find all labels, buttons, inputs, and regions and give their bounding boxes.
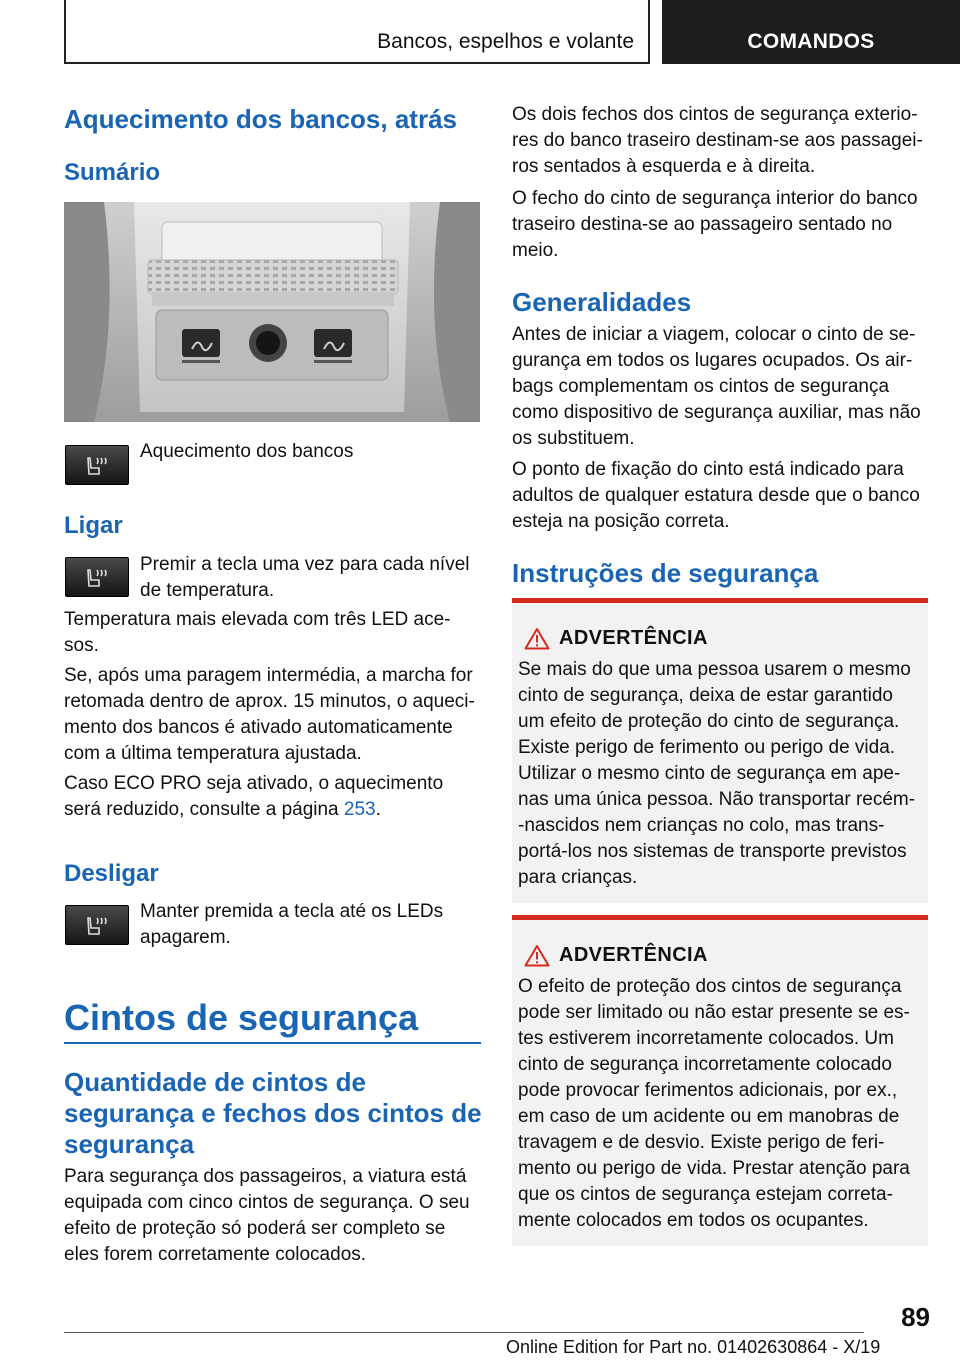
text-span: será reduzido, consulte a página (64, 799, 344, 820)
text-line: O ponto de fixação do cinto está indicado para (512, 459, 904, 480)
text-line: res do banco traseiro destinam-se aos passagei- (512, 130, 923, 151)
text-line: Antes de iniciar a viagem, colocar o cinto de se- (512, 324, 916, 345)
footer-rule (64, 1332, 864, 1333)
warning-text-2 (518, 974, 910, 1234)
text-line: retomada dentro de aprox. 15 minutos, o aqueci- (64, 691, 475, 712)
warning-box-1 (512, 598, 928, 903)
text-line: adultos de qualquer estatura desde que o banco (512, 485, 920, 506)
buckles-outer-paragraph (512, 102, 923, 180)
text-line: Temperatura mais elevada com três LED ace- (64, 609, 451, 630)
page-number: 89 (901, 1302, 930, 1332)
text-line: um efeito de proteção do cinto de segurança. (518, 711, 900, 732)
warning-triangle-icon (524, 627, 550, 650)
on-paragraph-3 (64, 771, 443, 823)
on-heading: Ligar (64, 512, 123, 539)
text-line: Utilizar o mesmo cinto de segurança em ape- (518, 763, 901, 784)
text-line: pode ser limitado ou não estar presente se es- (518, 1002, 910, 1023)
text-line: tes estiverem incorretamente colocados. Um (518, 1028, 894, 1049)
general-paragraph-2 (512, 457, 920, 535)
text-line: nas uma única pessoa. Não transportar recém- (518, 789, 916, 810)
summary-heading: Sumário (64, 159, 161, 186)
text-line: Manter premida a tecla até os LEDs (140, 901, 444, 922)
text-line: Para segurança dos passageiros, a viatura está (64, 1166, 467, 1187)
text-line: Caso ECO PRO seja ativado, o aquecimento (64, 773, 444, 794)
text-line: os substituem. (512, 428, 635, 449)
text-line: bags complementam os cintos de segurança (512, 376, 890, 397)
text-line: mente colocados em todos os ocupantes. (518, 1210, 869, 1231)
text-line: Premir a tecla uma vez para cada nível (140, 554, 470, 575)
belt-quantity-heading (64, 1067, 482, 1160)
warning-title-2: ADVERTÊNCIA (559, 944, 708, 966)
text-line: mento dos bancos é ativado automaticamente (64, 717, 453, 738)
text-line: traseiro destina-se ao passageiro sentado no (512, 214, 893, 235)
header-chapter-tab (662, 0, 960, 64)
text-line: cinto de segurança, deixa de estar garantido (518, 685, 893, 706)
seat-heating-button-icon (65, 445, 129, 485)
warning-triangle-icon (524, 944, 550, 967)
safety-heading: Instruções de segurança (512, 558, 819, 588)
text-line: cinto de segurança incorretamente colocado (518, 1054, 892, 1075)
text-line: esteja na posição correta. (512, 511, 730, 532)
header-chapter-title: COMANDOS (747, 30, 875, 53)
text-line: O efeito de proteção dos cintos de segurança (518, 976, 902, 997)
header-section-box (64, 0, 650, 64)
text-line: efeito de proteção só poderá ser completo se (64, 1218, 446, 1239)
buckles-inner-paragraph (512, 186, 918, 264)
rear-seat-heating-console-photo (64, 202, 480, 422)
text-line: -nascidos nem crianças no colo, mas trans- (518, 815, 885, 836)
warning-box-2 (512, 915, 928, 1246)
on-paragraph-2 (64, 663, 475, 767)
belts-chapter-title: Cintos de segurança (64, 997, 419, 1038)
text-line: como dispositivo de segurança auxiliar, mas não (512, 402, 921, 423)
heading-line: Quantidade de cintos de (64, 1067, 366, 1097)
warning-text-1 (518, 657, 915, 891)
on-instruction (140, 552, 470, 604)
text-line: eles forem corretamente colocados. (64, 1244, 367, 1265)
section-title-seat-heating: Aquecimento dos bancos, atrás (64, 104, 457, 134)
text-line: meio. (512, 240, 559, 261)
text-line: com a última temperatura ajustada. (64, 743, 362, 764)
text-line: Se, após uma paragem intermédia, a marcha for (64, 665, 473, 686)
footer-edition: Online Edition for Part no. 01402630864 - X/19 (506, 1337, 881, 1357)
text-line: portá-los nos sistemas de transporte previstos (518, 841, 907, 862)
text-line: em caso de um acidente ou em manobras de (518, 1106, 900, 1127)
heading-line: segurança e fechos dos cintos de (64, 1098, 482, 1128)
text-line: apagarem. (140, 927, 231, 948)
text-line: Existe perigo de ferimento ou perigo de vida. (518, 737, 896, 758)
general-paragraph-1 (512, 322, 921, 452)
text-line: pode provocar ferimentos adicionais, por ex., (518, 1080, 898, 1101)
belt-quantity-text (64, 1164, 470, 1268)
on-paragraph-1 (64, 607, 451, 659)
title-rule (64, 1042, 481, 1044)
general-heading: Generalidades (512, 287, 692, 317)
page-link[interactable]: 253 (343, 799, 376, 820)
seat-heating-button-icon (65, 905, 129, 945)
text-line: gurança em todos os lugares ocupados. Os air- (512, 350, 913, 371)
text-line: Os dois fechos dos cintos de segurança exterio- (512, 104, 918, 125)
off-heading: Desligar (64, 860, 159, 887)
header-section-title: Bancos, espelhos e volante (377, 30, 634, 53)
seat-heating-button-icon (65, 557, 129, 597)
text-line: ros sentados à esquerda e à direita. (512, 156, 816, 177)
text-line: de temperatura. (140, 580, 275, 601)
text-line: que os cintos de segurança estejam correta- (518, 1184, 893, 1205)
text-line: travagem e de desvio. Existe perigo de feri- (518, 1132, 885, 1153)
text-line: equipada com cinco cintos de segurança. O seu (64, 1192, 470, 1213)
heading-line: segurança (64, 1129, 195, 1159)
text-line: sos. (64, 635, 99, 656)
text-line: para crianças. (518, 867, 638, 888)
text-line: Se mais do que uma pessoa usarem o mesmo (518, 659, 911, 680)
text-span: . (375, 799, 381, 820)
text-line (64, 797, 443, 823)
text-line: O fecho do cinto de segurança interior do banco (512, 188, 918, 209)
seat-heating-label: Aquecimento dos bancos (140, 441, 354, 462)
warning-title-1: ADVERTÊNCIA (559, 627, 708, 649)
text-line: mento ou perigo de vida. Prestar atenção para (518, 1158, 910, 1179)
off-instruction (140, 899, 443, 951)
